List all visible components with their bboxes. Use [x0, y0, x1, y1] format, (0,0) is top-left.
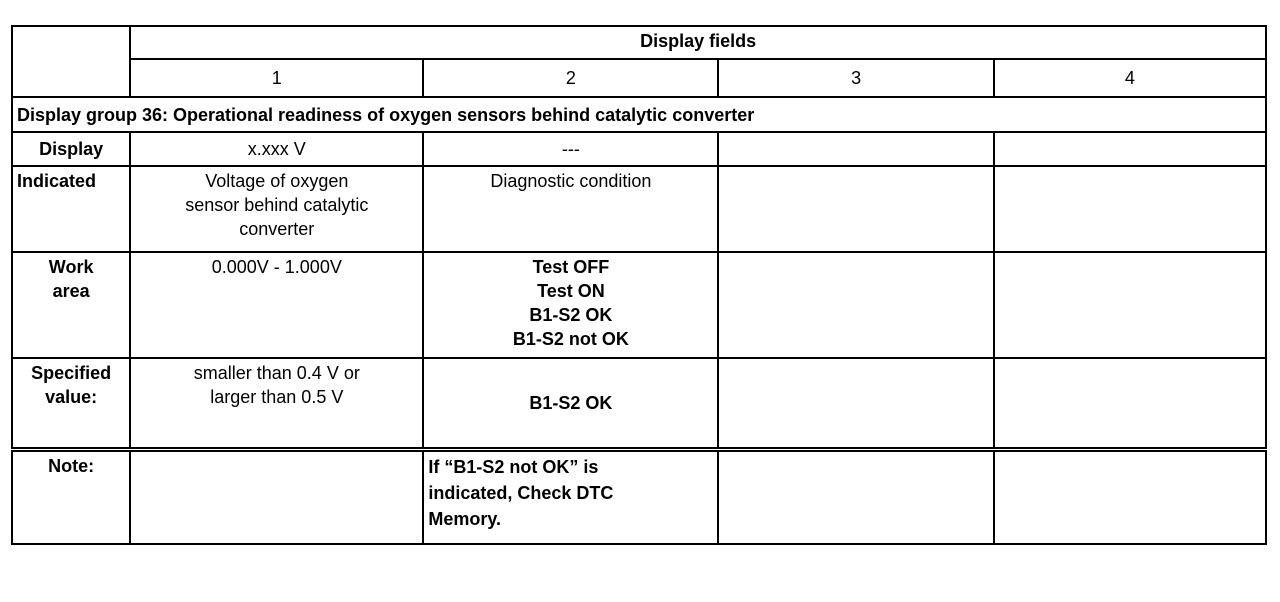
note-field-2: If “B1-S2 not OK” is indicated, Check DTC Memory. — [423, 450, 718, 545]
display-group-table-wrapper — [11, 25, 1267, 545]
header-row — [12, 26, 1266, 59]
group-title-row — [12, 97, 1266, 132]
specified-field-4 — [994, 358, 1266, 450]
work-area-row — [12, 252, 1266, 358]
work-area-field-4 — [994, 252, 1266, 358]
indicated-field-3 — [718, 166, 993, 252]
indicated-row — [12, 166, 1266, 252]
display-row — [12, 132, 1266, 166]
display-field-1: x.xxx V — [130, 132, 423, 166]
indicated-field-4 — [994, 166, 1266, 252]
note-field-1 — [130, 450, 423, 545]
specified-value-row — [12, 358, 1266, 450]
display-group-table — [11, 25, 1267, 545]
display-field-4 — [994, 132, 1266, 166]
work-area-field-3 — [718, 252, 993, 358]
note-field-3 — [718, 450, 993, 545]
work-area-row-label: Work area — [12, 252, 130, 358]
display-fields-header: Display fields — [130, 26, 1266, 59]
indicated-field-1: Voltage of oxygen sensor behind catalytic converter — [130, 166, 423, 252]
field-number-4: 4 — [994, 59, 1266, 97]
display-row-label: Display — [12, 132, 130, 166]
group-title: Display group 36: Operational readiness of oxygen sensors behind catalytic converter — [12, 97, 1266, 132]
field-number-row — [12, 59, 1266, 97]
field-number-3: 3 — [718, 59, 993, 97]
indicated-row-label: Indicated — [12, 166, 130, 252]
indicated-field-2: Diagnostic condition — [423, 166, 718, 252]
specified-field-3 — [718, 358, 993, 450]
corner-cell — [12, 26, 130, 97]
display-field-3 — [718, 132, 993, 166]
note-field-4 — [994, 450, 1266, 545]
specified-field-2: B1-S2 OK — [423, 358, 718, 450]
note-row-label: Note: — [12, 450, 130, 545]
field-number-2: 2 — [423, 59, 718, 97]
work-area-field-1: 0.000V - 1.000V — [130, 252, 423, 358]
field-number-1: 1 — [130, 59, 423, 97]
work-area-field-2: Test OFF Test ON B1-S2 OK B1-S2 not OK — [423, 252, 718, 358]
specified-row-label: Specified value: — [12, 358, 130, 450]
specified-field-1: smaller than 0.4 V or larger than 0.5 V — [130, 358, 423, 450]
display-field-2: --- — [423, 132, 718, 166]
note-row — [12, 450, 1266, 545]
